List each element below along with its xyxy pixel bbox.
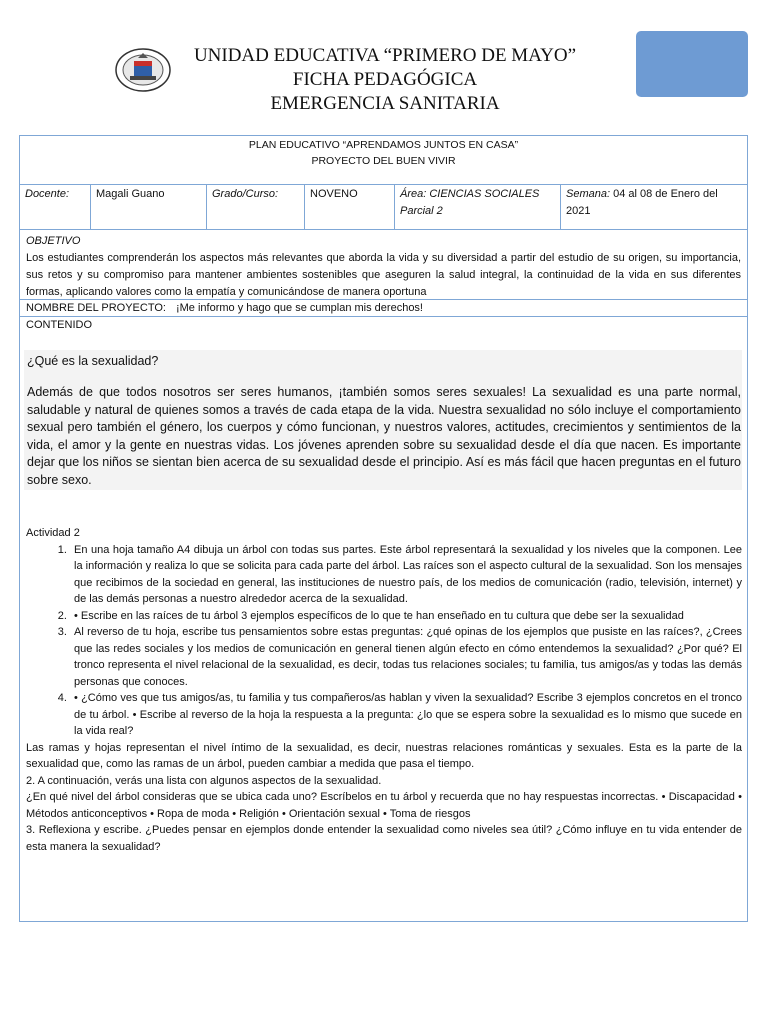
ficha-frame: [19, 135, 748, 922]
grado-value: NOVENO: [305, 185, 395, 229]
header-titles: [140, 44, 630, 116]
grado-label: Grado/Curso:: [207, 185, 305, 229]
header-blue-box: [636, 31, 748, 97]
lista-intro: 2. A continuación, verás una lista con algunos aspectos de la sexualidad.: [26, 774, 382, 787]
ficha-title: FICHA PEDAGÓGICA: [292, 69, 478, 90]
contenido-title: CONTENIDO: [26, 319, 92, 331]
proyecto-value: ¡Me informo y hago que se cumplan mis derechos!: [175, 302, 423, 314]
info-row: [20, 185, 747, 230]
contenido-block: [24, 350, 742, 490]
objetivo-section: [20, 229, 747, 300]
actividad-section: [26, 525, 742, 855]
proyecto-row: [20, 300, 747, 317]
actividad-list: [26, 542, 742, 740]
objetivo-text: Los estudiantes comprenderán los aspectos más relevantes que aborda la vida y su diversidad a partir del estudio de su origen, su importancia, sus retos y su compromiso para mantener ambientes sostenibles que aseguren la salud integral, la continuidad de la vida en sus diferentes formas, aplicando valores como la empatía y comunicándose de manera oportuna: [26, 252, 741, 298]
nivel-question: ¿En qué nivel del árbol consideras que se ubica cada uno? Escríbelos en tu árbol y recuerda que no hay respuestas incorrectas. • Discapacidad • Métodos anticonceptivos • Ropa de moda • Religión • Orientación sexual • Toma de riesgos: [26, 791, 742, 820]
document-header: [0, 40, 768, 120]
contenido-paragraph: Además de que todos nosotros ser seres humanos, ¡también somos seres sexuales! La sexualidad es una parte normal, saludable y natural de quienes somos a través de cada etapa de la vida. Nuestra sexualidad no sólo incluye el comportamiento sexual pero también el género, los cuerpos y cómo funcionan, y nuestros valores, actitudes, crecimientos y sentimientos de la vida, el amor y la gente en nuestras vidas. Los jóvenes aprenden sobre su sexualidad desde el día que nacen. Es importante dejar que los niños se sientan bien acerca de su sexualidad desde el principio. Así es más fácil que hacen preguntas en el futuro sobre sexo.: [27, 385, 741, 487]
area-label: Área: CIENCIAS SOCIALES: [400, 188, 540, 200]
actividad-title: Actividad 2: [26, 527, 80, 539]
reflexiona-paragraph: 3. Reflexiona y escribe. ¿Puedes pensar en ejemplos donde entender la sexualidad como niveles sea útil? ¿Cómo influye en tu vida entender de esta manera la sexualidad?: [26, 824, 742, 853]
semana-value: 04 al 08 de Enero del 2021: [566, 188, 718, 217]
parcial-label: Parcial 2: [400, 205, 443, 217]
plan-header: [20, 136, 747, 185]
school-name: UNIDAD EDUCATIVA “PRIMERO DE MAYO”: [193, 45, 577, 66]
plan-title: PLAN EDUCATIVO “APRENDAMOS JUNTOS EN CASA”: [248, 139, 519, 151]
list-item: 1. En una hoja tamaño A4 dibuja un árbol con todas sus partes. Este árbol representará la sexualidad y los niveles que la componen. Lee la información y realiza lo que se solicita para cada parte del árbol. Las raíces son el aspecto cultural de la sexualidad. Son los mensajes que recibimos de la sociedad en general, las instituciones de nuestro país, de los medios de comunicación (radio, televisión, internet) y de las demás personas a nuestro alrededor acerca de la sexualidad.: [70, 542, 742, 608]
semana-label: Semana:: [566, 188, 611, 200]
emergencia-title: EMERGENCIA SANITARIA: [270, 93, 500, 114]
ramas-paragraph: Las ramas y hojas representan el nivel íntimo de la sexualidad, es decir, nuestras relaciones románticas y sexuales. Esta es la parte de la sexualidad que, como las ramas de un árbol, pueden cambiar a medida que pasa el tiempo.: [26, 741, 742, 770]
proyecto-label: NOMBRE DEL PROYECTO:: [26, 302, 166, 314]
contenido-question: ¿Qué es la sexualidad?: [27, 354, 159, 368]
list-item: 3. Al reverso de tu hoja, escribe tus pensamientos sobre estas preguntas: ¿qué opinas de los ejemplos que pusiste en las raíces?, ¿Crees que las redes sociales y los medios de comunicación en general tienen algún efecto en cómo entendemos la sexualidad? ¿Por qué? El tronco representa el nivel relacional de la sexualidad, es decir, todas tus relaciones sociales; tu familia, tus amigos/as y todas las demás personas que conoces.: [70, 624, 742, 690]
list-item: 2. • Escribe en las raíces de tu árbol 3 ejemplos específicos de lo que te han enseñado en tu cultura que debe ser la sexualidad: [70, 608, 742, 625]
contenido-section: [20, 317, 747, 922]
semana-cell: [561, 185, 747, 229]
docente-value: Magali Guano: [91, 185, 207, 229]
area-cell: [395, 185, 561, 229]
objetivo-title: OBJETIVO: [26, 235, 81, 247]
list-item: 4. • ¿Cómo ves que tus amigos/as, tu familia y tus compañeros/as hablan y viven la sexualidad? Escribe 3 ejemplos concretos en el tronco de tu árbol. • Escribe al reverso de la hoja la respuesta a la pregunta: ¿lo que se espera sobre la sexualidad es lo mismo que sucede en la vida real?: [70, 690, 742, 740]
docente-label: Docente:: [20, 185, 91, 229]
project-subtitle: PROYECTO DEL BUEN VIVIR: [311, 155, 456, 167]
